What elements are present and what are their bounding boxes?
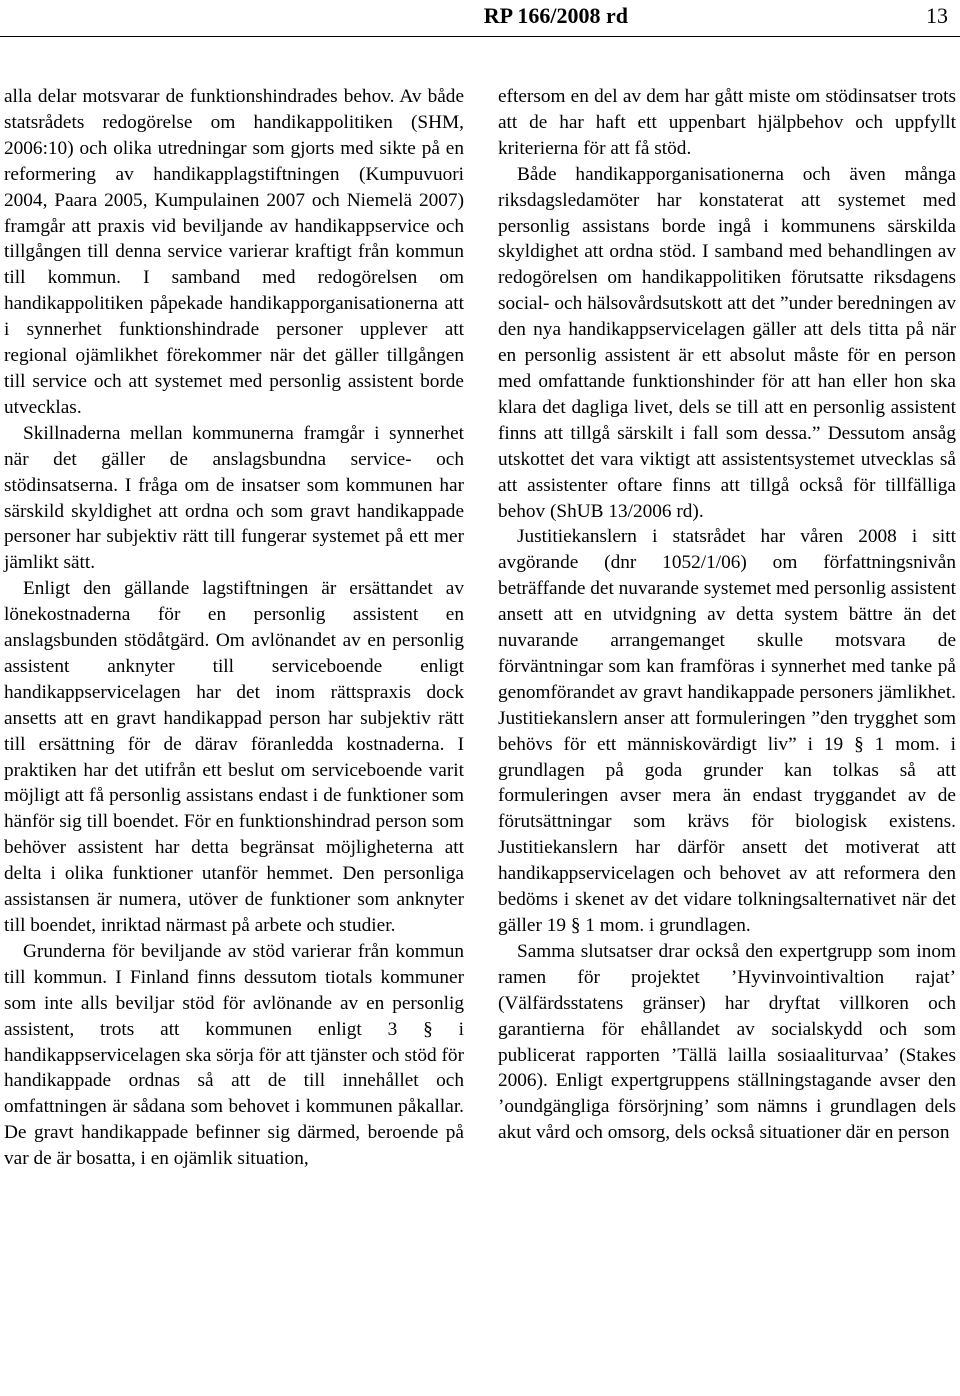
paragraph: Grunderna för beviljande av stöd varierar från kommun till kommun. I Finland finns dessutom tiotals kommuner som inte alls beviljar stöd för avlönande av en personlig assistent, trots att kommunen enligt 3 § i handikappservicelagen ska sörja för att tjänster och stöd för handikappade ordnas så att de till innehållet och omfattningen är sådana som behovet i kommunen påkallar. De gravt handikappade befinner sig därmed, beroende på var de är bosatta, i en ojämlik situation, [4,940,464,1170]
paragraph: Enligt den gällande lagstiftningen är ersättandet av lönekostnaderna för en personlig assistent en anslagsbunden stödåtgärd. Om avlönandet av en personlig assistent anknyter till serviceboende enligt handikappservicelagen har det inom rättspraxis dock ansetts att en gravt handikappad person har subjektiv rätt till ersättning för de därav föranledda kostnaderna. I praktiken har det utifrån ett beslut om serviceboende varit möjligt att få personlig assistans endast i de funktioner som hänför sig till boendet. För en funktionshindrad person som behöver assistent har detta begränsat möjligheterna att delta i olika funktioner utanför hemmet. Den personliga assistansen är numera, utöver de funktioner som anknyter till boendet, inriktad närmast på arbete och studier. [4,578,464,936]
paragraph: alla delar motsvarar de funktionshindrades behov. Av både statsrådets redogörelse om handikappolitiken (SHM, 2006:10) och olika utredningar som gjorts med sikte på en reformering av handikapplagstiftningen (Kumpuvuori 2004, Paara 2005, Kumpulainen 2007 och Niemelä 2007) framgår att praxis vid beviljande av handikappservice och tillgången till denna service varierar kraftigt från kommun till kommun. I samband med redogörelsen om handikappolitiken påpekade handikapporganisationerna att i synnerhet funktionshindrade personer upplever att regional ojämlikhet förekommer när det gäller tillgången till service och att systemet med personlig assistent borde utvecklas. [4,86,464,418]
paragraph: Samma slutsatser drar också den expertgrupp som inom ramen för projektet ’Hyvinvointivaltion rajat’ (Välfärdsstatens gränser) har dryftat villkoren och garantierna för ehållandet av socialskydd och som publicerat rapporten ’Tällä lailla sosiaaliturvaa’ (Stakes 2006). Enligt expertgruppens ställningstagande avser den ’oundgängliga försörjning’ som nämns i grundlagen dels akut vård och omsorg, dels också situationer där en person [498,940,956,1144]
page-header [0,0,960,42]
paragraph: Justitiekanslern i statsrådet har våren 2008 i sitt avgörande (dnr 1052/1/06) om författningsnivån beträffande det nuvarande systemet med personlig assistent ansett att en utvidgning av detta system bättre än det nuvarande arrangemanget skulle motsvara de förväntningar som kan framföras i synnerhet med tanke på genomförandet av gravt handikappade personers jämlikhet. Justitiekanslern anser att formuleringen ”den trygghet som behövs för ett människovärdigt liv” i 19 § 1 mom. i grundlagen på goda grunder kan tolkas så att formuleringen avser mera än endast tryggandet av de förutsättningar som krävs för biologisk existens. Justitiekanslern har därför ansett det motiverat att handikappservicelagen och behovet av att reformera den bedöms i skenet av det vidare tolkningsalternativet när det gäller 19 § 1 mom. i grundlagen. [498,526,956,936]
paragraph: eftersom en del av dem har gått miste om stödinsatser trots att de har haft ett uppenbart hjälpbehov och uppfyllt kriterierna för att få stöd. [498,86,956,159]
paragraph: Både handikapporganisationerna och även många riksdagsledamöter har konstaterat att systemet med personlig assistans borde ingå i kommunens särskilda skyldighet att ordna stöd. I samband med behandlingen av redogörelsen om handikappolitiken förutsatte riksdagens social- och hälsovårdsutskott att det ”under beredningen av den nya handikappservicelagen gäller att dels titta på när en personlig assistent är ett absolut måste för en person med omfattande funktionshinder för att han eller hon ska klara det dagliga livet, dels se till att en personlig assistent finns att tillgå särskilt i fall som dessa.” Dessutom ansåg utskottet det vara viktigt att assistentsystemet utvecklas så att assistenter oftare finns att tillgå också för tillfälliga behov (ShUB 13/2006 rd). [498,163,956,522]
left-column [4,84,464,1172]
page-number: 13 [926,3,948,28]
header-rule [0,36,960,37]
running-title: RP 166/2008 rd [483,3,628,28]
right-column [498,84,956,1146]
paragraph: Skillnaderna mellan kommunerna framgår i synnerhet när det gäller de anslagsbundna service- och stödinsatserna. I fråga om de insatser som kommunen har särskild skyldighet att ordna och som gravt handikappade personer har subjektiv rätt till fungerar systemet på ett mer jämlikt sätt. [4,422,464,574]
